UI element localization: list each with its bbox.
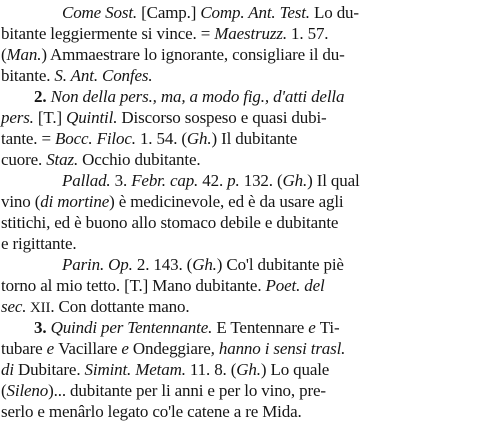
- text-run: Occhio dubitante.: [78, 150, 201, 169]
- text-line-20: [0, 401, 478, 422]
- text-run: (: [1, 381, 7, 400]
- text-run: . Con dottante mano.: [50, 297, 190, 316]
- text-run: di: [1, 360, 14, 379]
- text-run: Discorso sospeso e quasi dubi-: [117, 108, 327, 127]
- text-run: torno al mio tetto. [T.] Mano dubitante.: [1, 276, 266, 295]
- text-line-8: [0, 149, 478, 170]
- text-run: cuore.: [1, 150, 47, 169]
- text-run: bitante.: [1, 66, 55, 85]
- text-line-3: [0, 44, 478, 65]
- text-run: di mortine: [40, 192, 110, 211]
- text-run: (: [1, 45, 7, 64]
- text-line-5: [0, 86, 478, 107]
- text-run: Tentennare: [230, 318, 305, 337]
- text-run: pers.: [1, 108, 34, 127]
- text-run: E: [212, 318, 231, 337]
- text-run: 132. (: [239, 171, 283, 190]
- text-run: Ti-: [319, 318, 340, 337]
- text-run: Quindi per Tentennante.: [50, 318, 213, 337]
- text-run: Maestruzz.: [214, 24, 287, 43]
- text-run: , hanno i sensi trasl.: [210, 339, 346, 358]
- text-run: e rigittante.: [1, 234, 77, 253]
- text-run: ) Lo quale: [260, 360, 330, 379]
- text-run: Staz.: [46, 150, 79, 169]
- text-run: Quintil.: [66, 108, 118, 127]
- text-run: 1. 57.: [286, 24, 329, 43]
- text-run: [T.]: [33, 108, 67, 127]
- text-run: [Camp.]: [137, 3, 201, 22]
- text-run: Dubitare.: [13, 360, 85, 379]
- text-run: XII: [26, 300, 51, 316]
- text-run: bitante leggiermente si vince. =: [1, 24, 215, 43]
- text-run: Bocc. Filoc.: [55, 129, 136, 148]
- text-run: Ondeggiare: [132, 339, 211, 358]
- text-line-10: [0, 191, 478, 212]
- text-run: Gh.: [282, 171, 308, 190]
- text-run: ) Il qual: [307, 171, 360, 190]
- text-run: Non della pers., ma, a modo fig., d'atti della: [50, 87, 345, 106]
- text-line-17: [0, 338, 478, 359]
- text-line-12: [0, 233, 478, 254]
- text-line-16: [0, 317, 478, 338]
- text-run: ) è medicinevole, ed è da usare agli: [109, 192, 344, 211]
- text-line-13: [0, 254, 478, 275]
- text-run: 3.: [34, 318, 51, 337]
- text-run: Poet. del: [265, 276, 325, 295]
- text-run: ) Il dubitante: [211, 129, 298, 148]
- text-run: 42.: [198, 171, 228, 190]
- text-line-2: [0, 23, 478, 44]
- text-line-18: [0, 359, 478, 380]
- text-run: p.: [227, 171, 240, 190]
- text-line-15: [0, 296, 478, 317]
- text-run: 3.: [110, 171, 132, 190]
- text-run: sec.: [1, 297, 27, 316]
- text-run: e: [117, 339, 133, 358]
- text-run: S. Ant. Confes.: [54, 66, 153, 85]
- text-run: Febr. cap.: [131, 171, 199, 190]
- text-run: ) Ammaestrare lo ignorante, consigliare il du-: [41, 45, 345, 64]
- text-run: Gh.: [186, 129, 212, 148]
- text-line-9: [0, 170, 478, 191]
- text-run: Lo du-: [309, 3, 359, 22]
- text-run: tubare: [1, 339, 43, 358]
- text-run: Simint. Metam.: [84, 360, 186, 379]
- text-run: vino (: [1, 192, 41, 211]
- text-run: Sileno: [6, 381, 49, 400]
- text-run: Comp. Ant. Test.: [200, 3, 310, 22]
- text-line-7: [0, 128, 478, 149]
- text-line-1: [0, 2, 478, 23]
- text-run: Vacillare: [58, 339, 118, 358]
- text-run: e: [42, 339, 59, 358]
- text-run: serlo e menârlo legato co'le catene a re Mida.: [1, 402, 302, 421]
- text-run: stitichi, ed è buono allo stomaco debile e dubitante: [1, 213, 339, 232]
- text-run: Come Sost.: [62, 3, 138, 22]
- text-run: tante. =: [1, 129, 56, 148]
- text-run: Parin. Op.: [62, 255, 133, 274]
- text-run: Man.: [6, 45, 42, 64]
- text-run: Gh.: [236, 360, 261, 379]
- text-run: 11. 8. (: [185, 360, 237, 379]
- text-run: ) Co'l dubitante piè: [216, 255, 344, 274]
- text-run: Pallad.: [62, 171, 111, 190]
- text-line-14: [0, 275, 478, 296]
- text-run: )... dubitante per li anni e per lo vino, pre-: [48, 381, 326, 400]
- text-run: 1. 54. (: [135, 129, 187, 148]
- text-run: 2.: [34, 87, 51, 106]
- text-line-11: [0, 212, 478, 233]
- text-run: 2. 143. (: [132, 255, 193, 274]
- text-run: Gh.: [192, 255, 217, 274]
- text-line-4: [0, 65, 478, 86]
- text-line-6: [0, 107, 478, 128]
- text-line-19: [0, 380, 478, 401]
- text-run: e: [304, 318, 320, 337]
